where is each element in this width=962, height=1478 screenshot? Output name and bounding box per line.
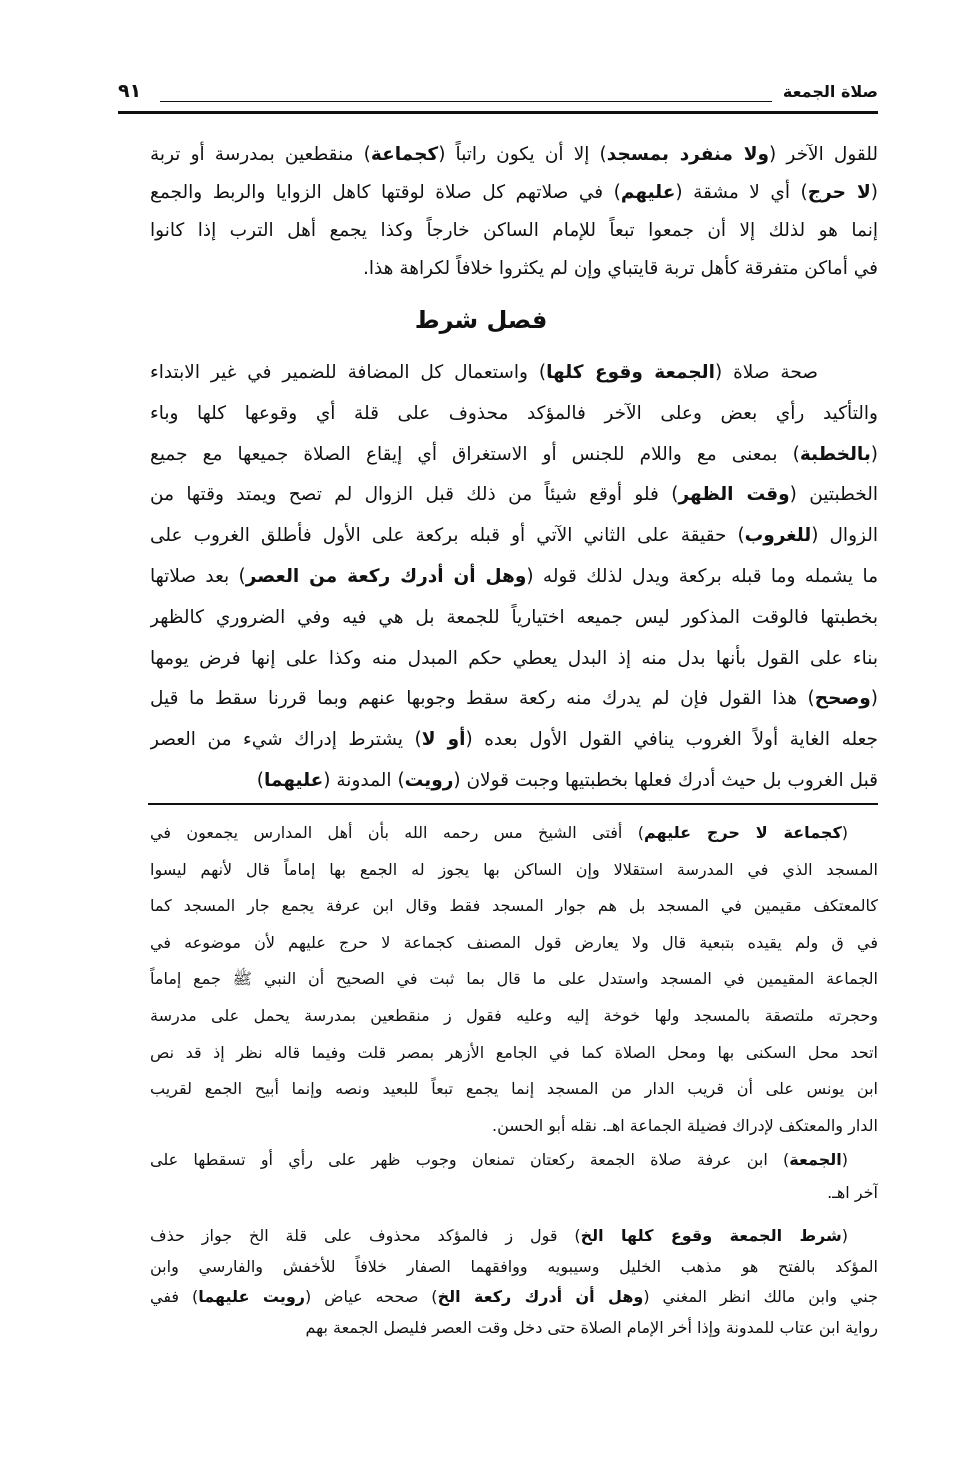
text-segment: ) بمعنى مع واللام للجنس أو الاستغراق أي إيقاع الصلاة جميعها مع جميع: [150, 443, 800, 465]
text-segment: جعله الغاية أولاً الغروب ينافي القول الأول بعده (: [465, 729, 878, 751]
text-segment: بخطبتها فالوقت المذكور ليس جميعه اختيارياً للجمعة بل هي فيه وفي الضروري كالظهر: [150, 606, 878, 628]
bold-lemma: شرط الجمعة وقوع كلها الخ: [580, 1226, 842, 1245]
text-segment: ): [256, 769, 264, 791]
bold-lemma: وهل أن أدرك ركعة من العصر: [245, 565, 527, 587]
bold-lemma: لا حرج: [807, 182, 871, 203]
bold-lemma: وهل أن أدرك ركعة الخ: [437, 1287, 644, 1306]
text-segment: المؤكد بالفتح هو مذهب الخليل وسيبويه ووافقهما الصفار خلافاً للأخفش والفارسي وابن: [150, 1256, 878, 1276]
text-line: [150, 679, 878, 720]
text-segment: بناء على القول بأنها بدل منه إذ البدل يعطي حكم المبدل منه وكذا على إنها فرض يومها: [150, 647, 878, 669]
text-line: [150, 598, 878, 639]
text-line: [150, 852, 878, 889]
text-segment: الجماعة المقيمين في المسجد واستدل على ما قال بما ثبت في الصحيح أن النبي ﷺ جمع إماماً: [150, 969, 878, 989]
text-segment: ) حقيقة على الثاني الآتي أو قبله بركعة على الأول فأطلق الغروب على: [150, 525, 745, 547]
text-line: [150, 435, 878, 476]
text-line: [150, 212, 878, 250]
text-segment: إنما هو لذلك إلا أن جمعوا تبعاً للإمام الساكن خارجاً وكذا يجمع أهل الترب إذا كانوا: [150, 220, 878, 241]
text-segment: ) ففي: [150, 1287, 199, 1306]
text-segment: آخر اهـ.: [827, 1183, 878, 1202]
text-segment: (: [870, 443, 878, 465]
text-segment: ) أفتى الشيخ مس رحمه الله بأن أهل المدارس يجمعون في: [150, 823, 644, 842]
text-segment: ) في صلاتهم كل صلاة لوقتها كاهل الزوايا والربط والجمع: [150, 182, 621, 203]
bold-lemma: الجمعة: [789, 1150, 842, 1169]
text-segment: جني وابن مالك انظر المغني (: [643, 1287, 878, 1306]
text-line: [150, 174, 878, 212]
intro-paragraph: [150, 136, 878, 288]
text-segment: المسجد الذي في المدرسة استقلالا وإن الساكن بها يجوز له الجمع بها إماماً قال لأنهم ليسوا: [150, 859, 878, 879]
text-line: [150, 961, 878, 998]
text-line: [150, 888, 878, 925]
text-segment: ) المدونة (: [323, 769, 405, 791]
text-segment: في ق ولم يقيده بتبعية قال ولا يعارض قول المصنف كجماعة لا حرج عليهم لأن موضوعه في: [150, 932, 878, 952]
page-number: ٩١: [118, 80, 142, 102]
text-line: [150, 394, 878, 435]
text-line: [150, 761, 878, 802]
bold-lemma: رويت: [404, 769, 454, 791]
bold-lemma: رويت عليهما: [198, 1287, 305, 1306]
text-line: [150, 1108, 878, 1145]
text-line: [150, 720, 878, 761]
text-segment: ) بعد صلاتها: [150, 565, 246, 587]
text-segment: (: [870, 688, 878, 710]
header-rule: [118, 111, 878, 114]
text-line: [150, 1221, 878, 1252]
footnote-2: [150, 1143, 878, 1209]
header-title: صلاة الجمعة: [782, 82, 878, 101]
text-segment: للقول الآخر (: [769, 144, 878, 165]
text-line: [150, 1282, 878, 1313]
bold-lemma: كجماعة لا حرج عليهم: [643, 823, 842, 842]
bold-lemma: عليهم: [620, 182, 676, 203]
text-segment: كالمعتكف مقيمين في المسجد بل هم جوار المسجد فقط وقال ابن عرفة يجمع جار المسجد كما: [150, 896, 878, 916]
text-segment: (: [841, 1226, 848, 1245]
text-line: [150, 998, 878, 1035]
text-segment: ) واستعمال كل المضافة للضمير في غير الابتداء: [150, 362, 547, 383]
text-segment: رواية ابن عتاب للمدونة وإذا أخر الإمام الصلاة حتى دخل وقت العصر فليصل الجمعة بهم: [305, 1317, 878, 1337]
text-line: [150, 1143, 878, 1176]
text-segment: الدار والمعتكف لإدراك فضيلة الجماعة اهـ. نقله أبو الحسن.: [492, 1115, 878, 1135]
footnote-1: [150, 815, 878, 1144]
text-segment: وحجرته ملتصقة بالمسجد ولها خوخة إليه وعليه فقول ز منقطعين بمدرسة يحمل على مدرسة: [150, 1005, 878, 1025]
text-line: [150, 1035, 878, 1072]
bold-lemma: أو لا: [421, 729, 466, 751]
text-segment: ) قول ز فالمؤكد محذوف على قلة الخ جواز حذف: [150, 1226, 581, 1245]
text-segment: ) صححه عياض (: [304, 1287, 438, 1306]
text-segment: (: [841, 823, 849, 842]
text-line: [150, 516, 878, 557]
bold-lemma: وصحح: [814, 688, 871, 710]
text-segment: الزوال (: [811, 525, 878, 547]
text-segment: ) هذا القول فإن لم يدرك منه ركعة سقط وجوبها عنهم وبما قررنا سقط ما قيل: [150, 688, 815, 710]
footnote-3: [150, 1221, 878, 1343]
text-line: [150, 353, 878, 394]
text-line: [150, 1176, 878, 1209]
text-line: [150, 815, 878, 852]
text-segment: ) يشترط إدراك شيء من العصر: [150, 729, 422, 751]
bold-lemma: ولا منفرد بمسجد: [606, 144, 770, 165]
text-line: [150, 925, 878, 962]
text-segment: صحة صلاة (: [714, 362, 818, 383]
text-segment: ) ابن عرفة صلاة الجمعة ركعتان تمنعان وجوب ظهر على رأي أو تسقطها على: [150, 1150, 790, 1169]
text-segment: الخطبتين (: [789, 484, 878, 506]
bold-lemma: وقت الظهر: [678, 484, 790, 506]
bold-lemma: بالخطبة: [799, 443, 871, 465]
header-divider: [160, 101, 772, 102]
bold-lemma: الجمعة وقوع كلها: [546, 362, 715, 383]
text-segment: ) إلا أن يكون راتباً (: [438, 144, 607, 165]
text-segment: قبل الغروب بل حيث أدرك فعلها بخطبتيها وجبت قولان (: [453, 769, 878, 791]
text-segment: (: [870, 182, 878, 203]
bold-lemma: للغروب: [744, 525, 812, 547]
text-segment: ما يشمله وما قبله بركعة ويدل لذلك قوله (: [526, 565, 878, 587]
text-segment: اتحد محل السكنى بها ومحل الصلاة كما في الجامع الأزهر بمصر قلت وفيما قاله نظر إذ قد نص: [150, 1042, 878, 1062]
footnote-separator: [148, 803, 878, 805]
text-line: [150, 557, 878, 598]
text-line: [150, 1313, 878, 1344]
text-line: [150, 136, 878, 174]
text-segment: في أماكن متفرقة كأهل تربة قايتباي وإن لم يكثروا خلافاً لكراهة هذا.: [362, 258, 878, 279]
text-segment: ) منقطعين بمدرسة أو تربة: [150, 144, 371, 165]
text-segment: ) أي لا مشقة (: [675, 182, 808, 203]
text-segment: ) فلو أوقع شيئاً من ذلك قبل الزوال لم تصح ويمتد وقتها من: [150, 484, 679, 506]
text-line: [150, 1071, 878, 1108]
text-line: [150, 250, 878, 288]
text-line: [150, 475, 878, 516]
text-line: [150, 1252, 878, 1283]
body-paragraph: [150, 353, 878, 802]
bold-lemma: عليهما: [263, 769, 324, 791]
section-title: فصل شرط: [414, 306, 548, 334]
text-segment: والتأكيد رأي بعض وعلى الآخر فالمؤكد محذوف على قلة أي وقوعها كلها وباء: [150, 402, 878, 424]
bold-lemma: كجماعة: [370, 144, 439, 165]
text-segment: ابن يونس على أن قريب الدار من المسجد إنما يجمع تبعاً للبعيد ونصه وإنما أبيح الجمع لقريب: [150, 1079, 878, 1099]
text-line: [150, 639, 878, 680]
text-segment: (: [841, 1150, 848, 1169]
